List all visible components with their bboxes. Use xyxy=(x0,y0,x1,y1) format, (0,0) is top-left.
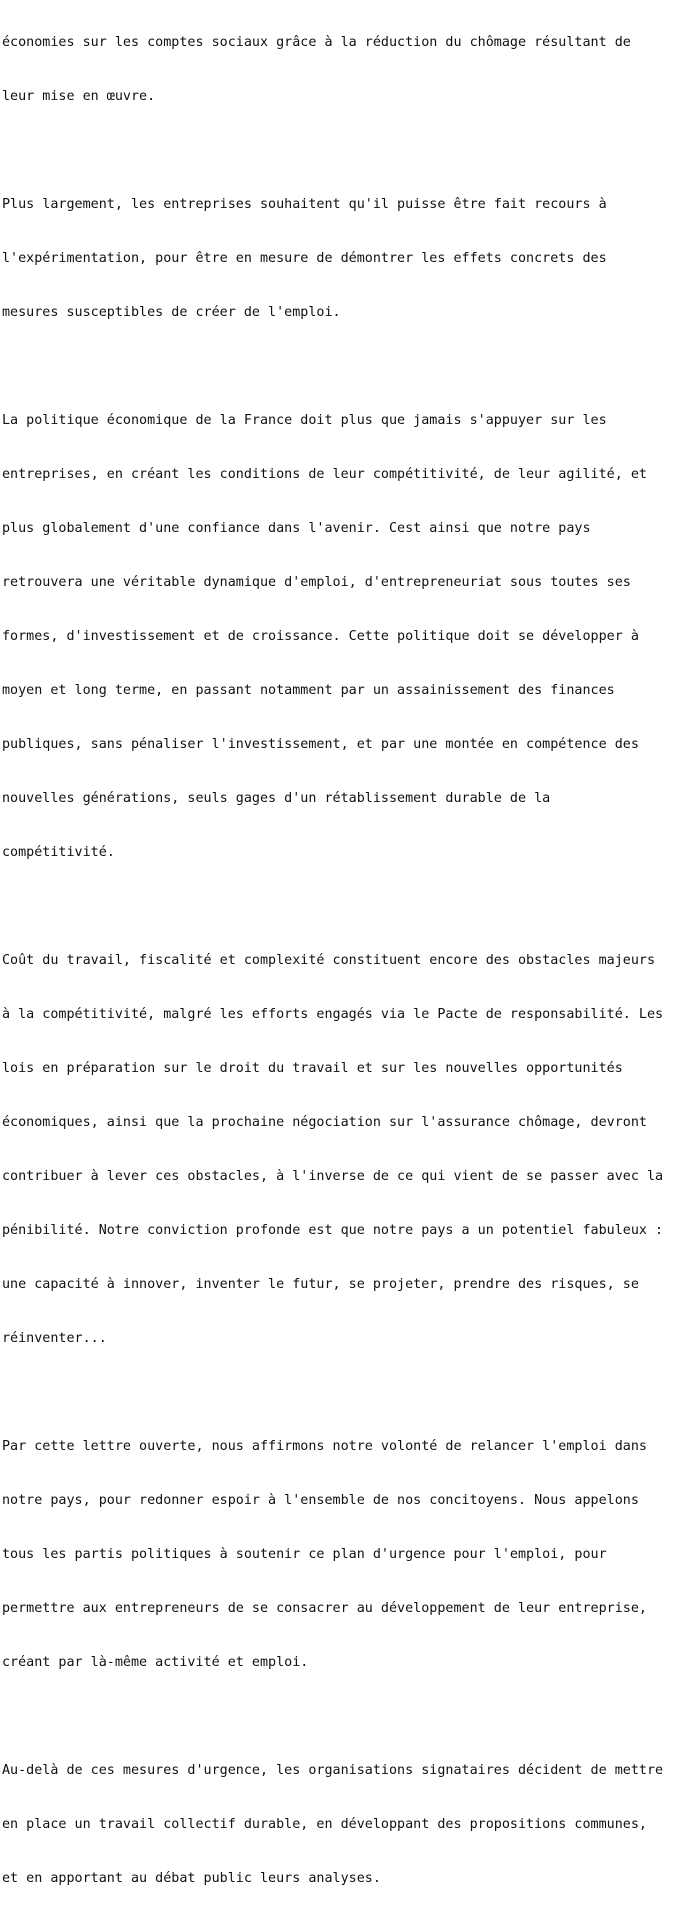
text-line: mesures susceptibles de créer de l'emploi. xyxy=(2,305,341,320)
text-line: et en apportant au débat public leurs analyses. xyxy=(2,1871,381,1886)
paragraph-1 xyxy=(2,0,690,142)
paragraph-2 xyxy=(2,160,690,358)
text-line: économiques, ainsi que la prochaine négociation sur l'assurance chômage, devront xyxy=(2,1115,647,1130)
text-line: tous les partis politiques à soutenir ce plan d'urgence pour l'emploi, pour xyxy=(2,1547,607,1562)
text-line: Au-delà de ces mesures d'urgence, les organisations signataires décident de mettre xyxy=(2,1763,664,1778)
text-line: leur mise en œuvre. xyxy=(2,89,156,104)
text-line: lois en préparation sur le droit du travail et sur les nouvelles opportunités xyxy=(2,1061,623,1076)
text-line: permettre aux entrepreneurs de se consacrer au développement de leur entreprise, xyxy=(2,1601,647,1616)
text-line: pénibilité. Notre conviction profonde est que notre pays a un potentiel fabuleux : xyxy=(2,1223,664,1238)
text-line: économies sur les comptes sociaux grâce à la réduction du chômage résultant de xyxy=(2,35,631,50)
text-line: à la compétitivité, malgré les efforts engagés via le Pacte de responsabilité. Les xyxy=(2,1007,664,1022)
text-line: La politique économique de la France doit plus que jamais s'appuyer sur les xyxy=(2,413,607,428)
paragraph-3 xyxy=(2,376,690,898)
text-line: réinventer... xyxy=(2,1331,107,1346)
text-line: moyen et long terme, en passant notamment par un assainissement des finances xyxy=(2,683,615,698)
text-line: Par cette lettre ouverte, nous affirmons notre volonté de relancer l'emploi dans xyxy=(2,1439,647,1454)
text-line: créant par là-même activité et emploi. xyxy=(2,1655,309,1670)
paragraph-5 xyxy=(2,1402,690,1708)
text-line: l'expérimentation, pour être en mesure de démontrer les effets concrets des xyxy=(2,251,607,266)
text-line: notre pays, pour redonner espoir à l'ensemble de nos concitoyens. Nous appelons xyxy=(2,1493,639,1508)
text-line: nouvelles générations, seuls gages d'un rétablissement durable de la xyxy=(2,791,551,806)
text-line: plus globalement d'une confiance dans l'avenir. Cest ainsi que notre pays xyxy=(2,521,591,536)
paragraph-6 xyxy=(2,1726,690,1924)
text-line: publiques, sans pénaliser l'investissement, et par une montée en compétence des xyxy=(2,737,639,752)
paragraph-4 xyxy=(2,916,690,1384)
text-line: Coût du travail, fiscalité et complexité constituent encore des obstacles majeurs xyxy=(2,953,656,968)
text-line: Plus largement, les entreprises souhaitent qu'il puisse être fait recours à xyxy=(2,197,607,212)
text-line: entreprises, en créant les conditions de leur compétitivité, de leur agilité, et xyxy=(2,467,647,482)
text-line: en place un travail collectif durable, en développant des propositions communes, xyxy=(2,1817,647,1832)
text-line: une capacité à innover, inventer le futur, se projeter, prendre des risques, se xyxy=(2,1277,639,1292)
text-line: retrouvera une véritable dynamique d'emploi, d'entrepreneuriat sous toutes ses xyxy=(2,575,631,590)
text-line: formes, d'investissement et de croissance. Cette politique doit se développer à xyxy=(2,629,639,644)
text-line: contribuer à lever ces obstacles, à l'inverse de ce qui vient de se passer avec la xyxy=(2,1169,664,1184)
text-line: compétitivité. xyxy=(2,845,115,860)
